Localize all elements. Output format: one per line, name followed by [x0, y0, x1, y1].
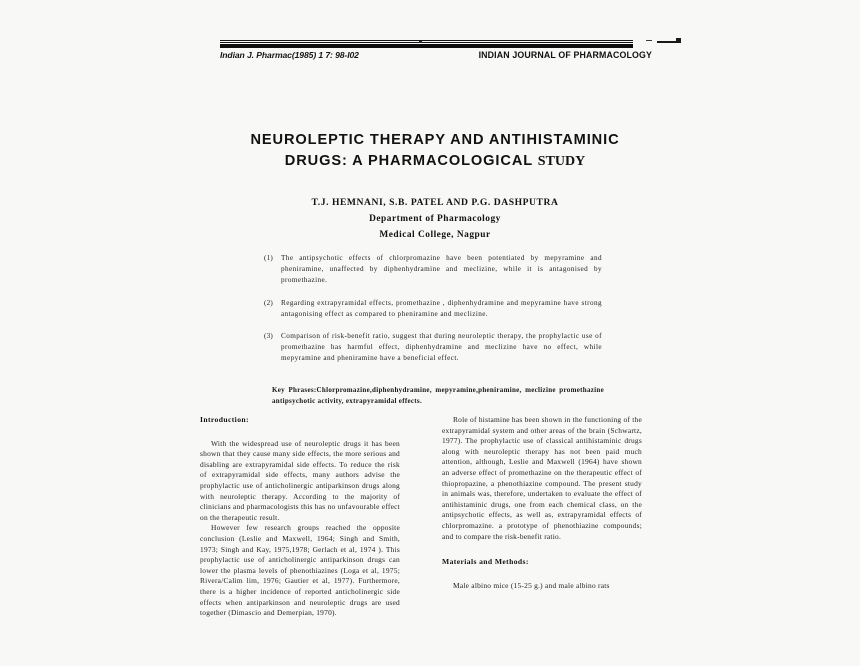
abstract [264, 253, 602, 376]
header-rule-fragment-c [657, 41, 681, 43]
abstract-item [264, 331, 602, 365]
intro-paragraph-2: However few research groups reached the opposite conclusion (Leslie and Maxwell, 1964; Singh and Smith, 1973; Singh and Kay, 1975,1978; Gerlach et al, 1974 ). This prophylactic use of anticholinergic antiparkinson drugs can lower the plasma levels of phenothiazines (Loga et al, 1975; Rivera/Calim lim, 1976; Gautier et al, 1977). Furthermore, there is a higher incidence of reported anticholinergic side effects when antiparkinson and neuroleptic drugs are used together (Dimascio and Demerpian, 1970). [200, 523, 400, 618]
materials-paragraph-1: Male albino mice (15-25 g.) and male albino rats [453, 580, 610, 590]
intro-paragraph-1: With the widespread use of neuroleptic drugs it has been shown that they cause many side effects, the more serious and disabling are extrapyramidal side effects. To reduce the risk of extrapyramidal side effects, many authors advise the prophylactic use of anticholinergic antiparkinson drugs along with neuroleptic therapy. According to the majority of clinicians and pharmacologists this has no unfavourable effect on the therapeutic result. [200, 438, 400, 522]
journal-name: INDIAN JOURNAL OF PHARMACOLOGY [478, 50, 652, 60]
abstract-item-number: (3) [264, 332, 273, 341]
abstract-item-text: Regarding extrapyramidal effects, promethazine , diphenhydramine and mepyramine have strong antagonising effect as compared to pheniramine and meclizine. [281, 298, 602, 318]
section-heading-introduction: Introduction: [200, 415, 249, 424]
abstract-item [264, 253, 602, 287]
body-column-right [442, 415, 642, 591]
body-column-left [200, 415, 400, 619]
paper-title-line-2-main: DRUGS: A PHARMACOLOGICAL [284, 153, 538, 169]
header-rule-thin-2 [220, 42, 633, 43]
running-head [220, 50, 652, 60]
header-rule-fragment-b [646, 40, 652, 41]
paper-title-line-2 [200, 151, 670, 172]
header-rule-block [220, 40, 633, 48]
journal-citation: Indian J. Pharmac(1985) 1 7: 98-I02 [220, 50, 359, 60]
abstract-item-number: (1) [264, 254, 273, 262]
institution-line: Medical College, Nagpur [379, 230, 491, 240]
abstract-item-number: (2) [264, 298, 273, 307]
abstract-item-text: The antipsychotic effects of chlorpromazine have been potentiated by mepyramine and pheniramine, unaffected by diphenhydramine and meclizine, while it is antagonised by promethazine. [281, 254, 602, 285]
header-rule-thick [220, 44, 633, 48]
paper-title [200, 130, 670, 172]
intro-paragraph-3: Role of histamine has been shown in the functioning of the extrapyramidal system and other areas of the brain (Schwartz, 1977). The prophylactic use of classical antihistaminic drugs along with neuroleptic therapy has not been paid much attention, although, Leslie and Maxwell (1964) have shown an adverse effect of promethazine on the therapeutic effect of thiopropazine, a phenothiazine compound. The present study in animals was, therefore, undertaken to evaluate the effect of antihistaminic drugs, one from each chemical class, on the antipsychotic effects, as well as, extrapyramidal effects of chlorpromazine. a prototype of phenothiazine compounds; and to compare the risk-benefit ratio. [442, 415, 642, 541]
abstract-item-text: Comparison of risk-benefit ratio, suggest that during neuroleptic therapy, the prophylactic use of promethazine has harmful effect, diphenhydramine and meclizine have no effect, while mepyramine and pheniramine have a beneficial effect. [281, 332, 602, 363]
paper-title-study-word: STUDY [537, 154, 586, 169]
abstract-item [264, 298, 602, 320]
paper-title-line-1: NEUROLEPTIC THERAPY AND ANTIHISTAMINIC [250, 132, 620, 148]
header-rule-fragment-a [419, 41, 422, 43]
author-list: T.J. HEMNANI, S.B. PATEL AND P.G. DASHPUTRA [311, 197, 559, 208]
department-line: Department of Pharmacology [369, 214, 501, 224]
section-heading-materials-and-methods: Materials and Methods: [442, 557, 529, 567]
header-rule-fragment-d [676, 38, 681, 41]
key-phrases: Key Phrases:Chlorpromazine,diphenhydramine, mepyramine,pheniramine, meclizine promethazine antipsychotic activity, extrapyramidal effects. [272, 386, 604, 405]
